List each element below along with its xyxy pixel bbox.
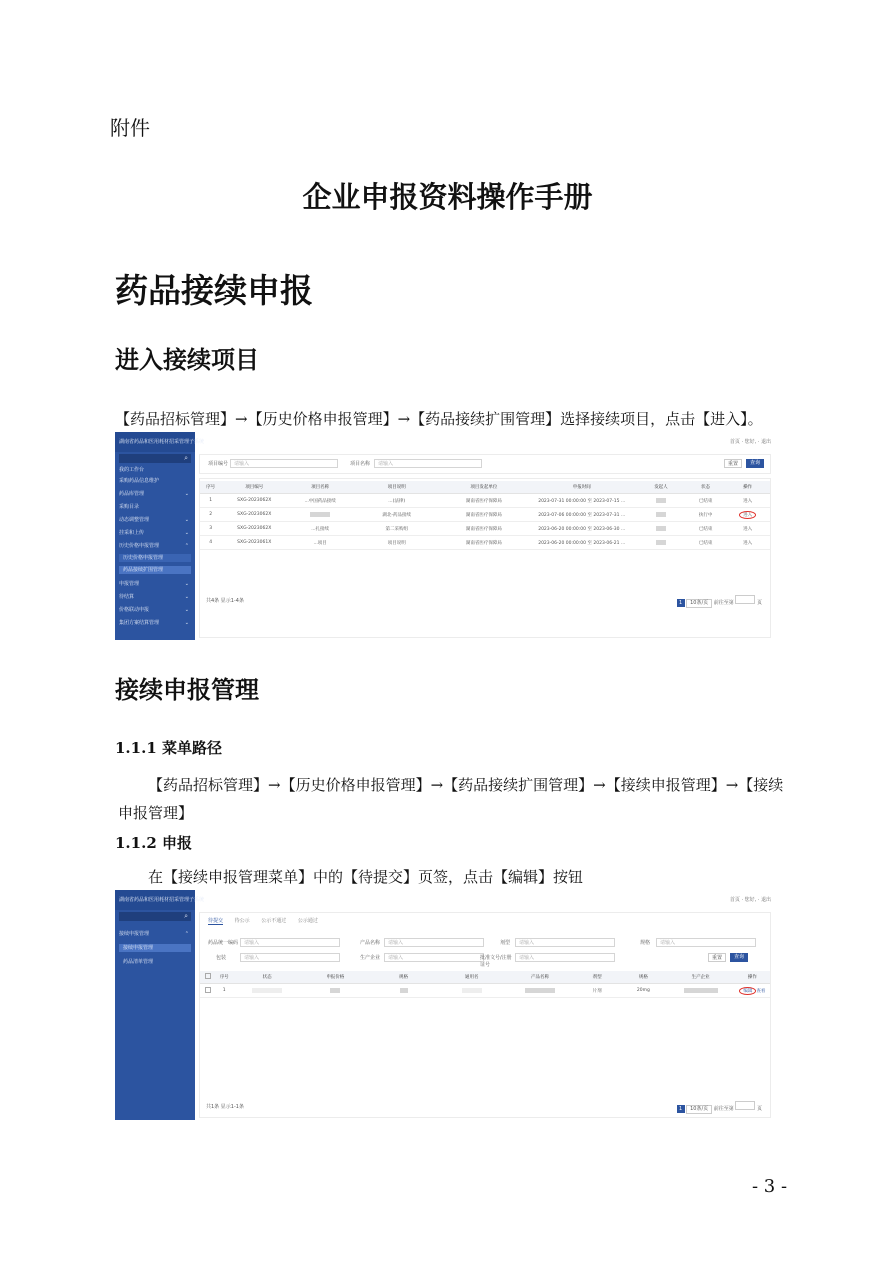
col-header: 状态 [233, 971, 301, 984]
table-header [200, 481, 770, 494]
total-count: 共1条 显示1-1条 [206, 1104, 244, 1110]
chevron-up-icon: ⌃ [184, 543, 189, 549]
page-size-select[interactable]: 10条/页 [686, 599, 712, 608]
cell-no: 3 [200, 522, 221, 536]
col-header: 规格 [369, 971, 437, 984]
cell-name: ...扎接续 [287, 522, 353, 536]
col-header: 规格 [620, 971, 666, 984]
query-button[interactable]: 查询 [746, 459, 764, 468]
chevron-down-icon: ⌄ [184, 581, 189, 587]
spec-input[interactable]: 请输入 [656, 938, 756, 947]
menu-search[interactable] [119, 912, 191, 921]
cell-time: 2023-07-06 00:00:00 至 2023-07-31 ... [527, 508, 635, 522]
col-header: 项目说明 [353, 481, 440, 494]
col-header: 申报价格 [301, 971, 369, 984]
cell-no: 4 [200, 536, 221, 550]
product-name-input[interactable]: 请输入 [384, 938, 484, 947]
table-row [200, 522, 770, 536]
col-header: 项目名称 [287, 481, 353, 494]
cell-time: 2023-06-20 00:00:00 至 2023-06-21 ... [527, 536, 635, 550]
cell-status: 已结束 [686, 536, 725, 550]
goto-label: 前往至第 [713, 600, 734, 606]
manufacturer-input[interactable]: 请输入 [384, 953, 484, 962]
col-header: 产品名称 [506, 971, 574, 984]
table-row [200, 508, 770, 522]
screenshot-declare-list [115, 890, 775, 1120]
cell-price [301, 984, 369, 998]
menu-sub-item-active[interactable]: 接续申报管理 [119, 944, 191, 952]
cell-initiator [636, 494, 686, 508]
tab-rejected[interactable]: 公示不通过 [261, 918, 287, 924]
top-bar: 首页 · 您好, · 退出 [729, 897, 771, 903]
filter-label: 项目编号 [208, 461, 229, 467]
col-header: 项目编号 [221, 481, 287, 494]
enter-link[interactable]: 进入 [725, 536, 770, 550]
cell-code: SXG-2023062X [221, 522, 287, 536]
screenshot-project-list [115, 432, 775, 640]
table-row [200, 494, 770, 508]
menu-item[interactable]: 历史价格申报管理 ⌃ [119, 543, 189, 549]
approval-no-input[interactable]: 请输入 [515, 953, 615, 962]
edit-link[interactable]: 编辑 [739, 987, 756, 995]
menu-item[interactable]: 待结算 ⌄ [119, 594, 189, 600]
cell-initiator [636, 522, 686, 536]
cell-name: ...中国药品接续 [287, 494, 353, 508]
chevron-down-icon: ⌄ [184, 491, 189, 497]
chevron-down-icon: ⌄ [184, 594, 189, 600]
cell-spec2: 20mg [620, 984, 666, 998]
cell-time: 2023-07-31 00:00:00 至 2023-07-15 ... [527, 494, 635, 508]
system-title: 湖南省药品和医用耗材招采管理子系统 [115, 890, 195, 910]
menu-search[interactable] [119, 454, 191, 463]
search-icon: ⌕ [184, 912, 188, 920]
query-button[interactable]: 查询 [730, 953, 748, 962]
col-header: 状态 [686, 481, 725, 494]
view-link[interactable]: 查看 [756, 988, 766, 994]
cell-status: 已结束 [686, 522, 725, 536]
select-all-checkbox[interactable] [200, 971, 215, 984]
col-header: 申报时间 [527, 481, 635, 494]
highlight-circle: 进入 [739, 511, 756, 519]
section-title: 药品接续申报 [115, 271, 313, 310]
menu-item[interactable]: 接续申报管理 ⌃ [119, 931, 189, 937]
menu-item[interactable]: 我的工作台 [119, 467, 145, 473]
filter-panel [199, 454, 771, 474]
tab-bar [208, 917, 328, 924]
cell-desc: ...(法律) [353, 494, 440, 508]
col-header: 序号 [200, 481, 221, 494]
enter-link[interactable]: 进入 [725, 494, 770, 508]
chevron-down-icon: ⌄ [184, 517, 189, 523]
enter-link[interactable]: 进入 [725, 522, 770, 536]
cell-code: SXG-2023062X [221, 494, 287, 508]
search-icon: ⌕ [184, 454, 188, 462]
menu-sub-item-active[interactable]: 药品接续扩围管理 [119, 566, 191, 574]
filter-label: 剂型 [500, 940, 511, 946]
menu-item[interactable]: 申报管理 ⌄ [119, 581, 189, 587]
cell-no: 2 [200, 508, 221, 522]
table-row [200, 984, 770, 998]
col-header: 发起人 [636, 481, 686, 494]
cell-no: 1 [200, 494, 221, 508]
chevron-down-icon: ⌄ [184, 530, 189, 536]
page-current[interactable]: 1 [677, 1105, 685, 1113]
menu-item[interactable]: 集团方案结算管理 ⌄ [119, 620, 189, 626]
cell-name: ...项目 [287, 536, 353, 550]
filter-label: 规格 [640, 940, 651, 946]
goto-label: 前往至第 [713, 1106, 734, 1112]
content-panel [199, 912, 771, 1118]
dosage-form-input[interactable]: 请输入 [515, 938, 615, 947]
declare-heading: 1.1.2 申报 [115, 834, 192, 852]
declare-table [200, 971, 770, 998]
cell-time: 2023-06-20 00:00:00 至 2023-06-30 ... [527, 522, 635, 536]
menu-sub-item[interactable]: 药品清单管理 [123, 959, 154, 965]
menu-item[interactable]: 采购目录 [119, 504, 140, 510]
subsection-title-declare: 接续申报管理 [115, 675, 259, 704]
sidebar [115, 432, 205, 640]
table-panel [199, 478, 771, 638]
page-size-select[interactable]: 10条/页 [686, 1105, 712, 1114]
reset-button[interactable]: 重置 [724, 459, 742, 468]
cell-no: 1 [215, 984, 233, 998]
row-checkbox[interactable] [200, 984, 215, 998]
cell-desc: 第二采购组 [353, 522, 440, 536]
chevron-up-icon: ⌃ [184, 931, 189, 937]
cell-product-name [506, 984, 574, 998]
cell-code: SXG-2023062X [221, 508, 287, 522]
declare-text: 在【接续申报管理菜单】中的【待提交】页签，点击【编辑】按钮 [148, 868, 584, 886]
total-count: 共4条 显示1-4条 [206, 598, 244, 604]
col-header: 剂型 [574, 971, 620, 984]
cell-org: 湖南省医疗保障局 [440, 536, 527, 550]
col-header: 生产企业 [666, 971, 734, 984]
col-header: 序号 [215, 971, 233, 984]
project-table [200, 481, 770, 550]
menu-item[interactable]: 价格联动申报 ⌄ [119, 607, 189, 613]
cell-actions [735, 984, 770, 998]
col-header: 操作 [735, 971, 770, 984]
attachment-label: 附件 [110, 116, 150, 140]
col-header: 通用名 [438, 971, 506, 984]
pagination [677, 1101, 762, 1114]
sidebar [115, 890, 205, 1120]
tab-approved[interactable]: 公示通过 [297, 918, 318, 924]
chevron-down-icon: ⌄ [184, 620, 189, 626]
cell-status [233, 984, 301, 998]
goto-input[interactable] [735, 595, 755, 604]
col-header: 项目发起单位 [440, 481, 527, 494]
enter-link-highlighted[interactable] [725, 508, 770, 522]
cell-initiator [636, 508, 686, 522]
menu-item[interactable]: 药品库管理 ⌄ [119, 491, 189, 497]
cell-org: 湖南省医疗保障局 [440, 494, 527, 508]
cell-name [287, 508, 353, 522]
menu-path-text: 【药品招标管理】→【历史价格申报管理】→【药品接续扩围管理】→【接续申报管理】→【接续申报管理】 [118, 776, 784, 822]
top-bar: 首页 · 您好, · 退出 [729, 439, 771, 445]
cell-generic-name [438, 984, 506, 998]
cell-form: 片剂 [574, 984, 620, 998]
cell-status: 执行中 [686, 508, 725, 522]
enter-instruction: 【药品招标管理】→【历史价格申报管理】→【药品接续扩围管理】选择接续项目，点击【进入】。 [115, 410, 763, 428]
cell-initiator [636, 536, 686, 550]
filter-label: 项目名称 [350, 461, 371, 467]
cell-status: 已结束 [686, 494, 725, 508]
cell-spec [369, 984, 437, 998]
page-number: - 3 - [752, 1176, 788, 1197]
tab-pending[interactable]: 待提交 [208, 918, 224, 924]
filter-label: 批准文号/注册证号 [480, 955, 512, 968]
document-title: 企业申报资料操作手册 [302, 180, 593, 214]
goto-input[interactable] [735, 1101, 755, 1110]
package-input[interactable]: 请输入 [240, 953, 340, 962]
table-row [200, 536, 770, 550]
pagination [677, 595, 762, 608]
subsection-title-enter: 进入接续项目 [115, 345, 259, 374]
cell-org: 湖南省医疗保障局 [440, 508, 527, 522]
cell-manufacturer [666, 984, 734, 998]
cell-desc: 湖北-药品接续 [353, 508, 440, 522]
col-header: 操作 [725, 481, 770, 494]
menu-path-heading: 1.1.1 菜单路径 [115, 739, 222, 757]
menu-item[interactable]: 采购药品信息维护 [119, 478, 160, 484]
filter-label: 生产企业 [360, 955, 381, 961]
reset-button[interactable]: 重置 [708, 953, 726, 962]
cell-org: 湖南省医疗保障局 [440, 522, 527, 536]
page-current[interactable]: 1 [677, 599, 685, 607]
table-header [200, 971, 770, 984]
system-title: 湖南省药品和医用耗材招采管理子系统 [115, 432, 195, 452]
menu-item[interactable]: 动态调整管理 ⌄ [119, 517, 189, 523]
cell-code: SXG-2023061X [221, 536, 287, 550]
menu-item[interactable]: 挂采和上传 ⌄ [119, 530, 189, 536]
project-name-input[interactable]: 请输入 [374, 459, 482, 468]
tab-publicity[interactable]: 待公示 [234, 918, 250, 924]
drug-code-input[interactable]: 请输入 [240, 938, 340, 947]
chevron-down-icon: ⌄ [184, 607, 189, 613]
filter-label: 药品统一编码 [208, 940, 239, 946]
menu-sub-item[interactable]: 历史价格申报管理 [119, 554, 191, 562]
page-unit: 页 [756, 600, 762, 606]
project-code-input[interactable]: 请输入 [230, 459, 338, 468]
page-unit: 页 [756, 1106, 762, 1112]
cell-desc: 项目说明 [353, 536, 440, 550]
filter-label: 包装 [216, 955, 227, 961]
filter-label: 产品名称 [360, 940, 381, 946]
